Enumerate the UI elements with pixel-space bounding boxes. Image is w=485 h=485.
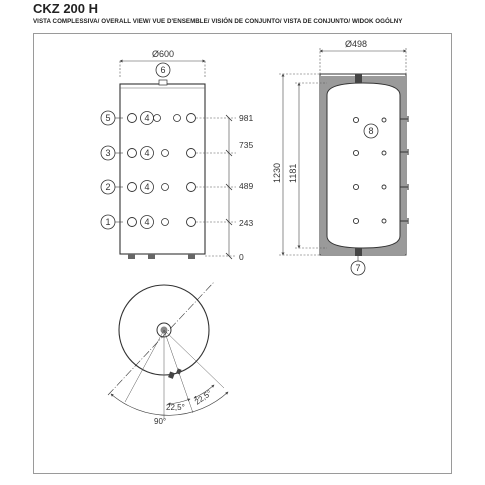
top-connection — [159, 80, 167, 85]
angle-total-label: 90° — [154, 417, 167, 426]
svg-text:3: 3 — [105, 148, 111, 158]
inner-vessel — [327, 83, 400, 248]
callout-7-label: 7 — [355, 263, 361, 273]
foot-left — [128, 254, 135, 259]
front-view — [101, 49, 253, 262]
svg-text:1: 1 — [105, 217, 111, 227]
diagram-title: CKZ 200 H — [33, 1, 99, 16]
angle-left-label: 22,5° — [166, 403, 185, 412]
callout-3 — [101, 146, 115, 160]
svg-text:4: 4 — [144, 217, 150, 227]
total-height-label: 1230 — [272, 162, 282, 183]
front-diameter-label: Ø600 — [152, 49, 175, 59]
side-diameter-label: Ø498 — [345, 39, 368, 49]
height-0-label: 0 — [239, 252, 244, 262]
callout-4-row-243 — [141, 216, 154, 229]
svg-text:4: 4 — [144, 113, 150, 123]
svg-text:5: 5 — [105, 113, 111, 123]
height-981-label: 981 — [239, 113, 254, 123]
plan-view — [108, 282, 228, 426]
svg-text:4: 4 — [144, 182, 150, 192]
side-view — [272, 39, 408, 275]
inner-height-label: 1181 — [288, 163, 298, 183]
foot-right — [188, 254, 195, 259]
callout-4-row-735 — [141, 147, 154, 160]
callout-8-label: 8 — [368, 126, 374, 136]
height-489-label: 489 — [239, 181, 254, 191]
side-bottom-nozzle — [355, 248, 362, 256]
svg-text:2: 2 — [105, 182, 111, 192]
callout-6-label: 6 — [160, 65, 166, 75]
diagram-subtitle: VISTA COMPLESSIVA/ OVERALL VIEW/ VUE D'ENSEMBLE/ VISIÓN DE CONJUNTO/ VISTA DE CONJUNTO/ WIDOK OGÓLNY — [33, 18, 403, 25]
height-243-label: 243 — [239, 218, 254, 228]
callout-5 — [101, 111, 115, 125]
height-735-label: 735 — [239, 140, 254, 150]
callout-2 — [101, 180, 115, 194]
svg-text:4: 4 — [144, 148, 150, 158]
foot-mid — [148, 254, 155, 259]
tank-body — [120, 84, 205, 254]
callout-4-row-981 — [141, 112, 154, 125]
callout-1 — [101, 215, 115, 229]
side-top-nozzle — [355, 74, 362, 83]
angle-right-label: 22,5° — [192, 388, 214, 407]
callout-4-row-489 — [141, 181, 154, 194]
